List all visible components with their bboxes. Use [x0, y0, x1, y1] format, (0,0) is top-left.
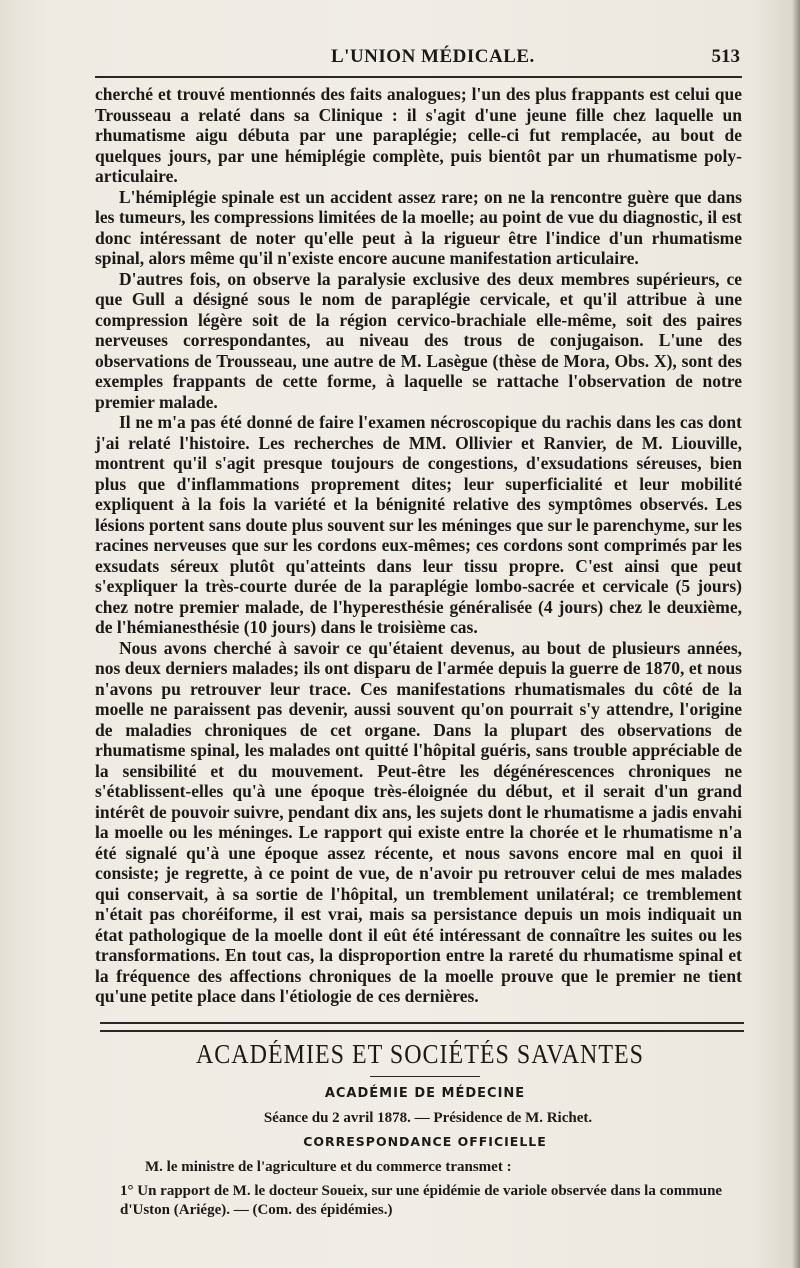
report-item-1: 1° Un rapport de M. le docteur Soueix, sur une épidémie de variole observée dans la commune d'Uston (Ariége). — (Com. des épidémies.): [120, 1183, 723, 1218]
academy-heading-text: ACADÉMIE DE MÉDECINE: [324, 1086, 526, 1101]
correspondance-heading-text: CORRESPONDANCE OFFICIELLE: [303, 1134, 547, 1149]
section-double-rule: [100, 1022, 744, 1032]
page-number: 513: [711, 46, 740, 67]
correspondance-heading: [0, 1134, 800, 1149]
session-line-text: Séance du 2 avril 1878. — Présidence de M. Richet.: [263, 1110, 593, 1126]
page-header: [96, 46, 744, 74]
section-small-rule: [370, 1076, 480, 1077]
paragraph-2: L'hémiplégie spinale est un accident assez rare; on ne la rencontre guère que dans les tumeurs, les compressions limitées de la moelle; au point de vue du diagnostic, il est donc intéressant de noter qu'elle peut à la rigueur être l'indice d'un rhumatisme spinal, alors même qu'il n'existe encore aucune manifestation articulaire.: [95, 186, 742, 268]
paragraph-4: Il ne m'a pas été donné de faire l'examen nécroscopique du rachis dans les cas dont j'ai relaté l'histoire. Les recherches de MM. Ollivier et Ranvier, de M. Liouville, montrent qu'il s'agit presque toujours de congestions, d'exsudations séreuses, bien plus que d'inflammations proprement dites; leur superficialité et leur mobilité expliquent à la fois la variété et la bénignité relative des symptômes observés. Les lésions portent sans doute plus souvent sur les méninges que sur le parenchyme, sur les racines nerveuses que sur les cordons eux-mêmes; ces cordons sont comprimés par les exsudats séreux plutôt qu'atteints dans leur tissu propre. C'est ainsi que peut s'expliquer la très-courte durée de la paraplégie lombo-sacrée et cervicale (5 jours) chez notre premier malade, de l'hyperesthésie généralisée (4 jours) chez le deuxième, de l'hémianesthésie (10 jours) dans le troisième cas.: [95, 412, 742, 637]
section-title-text: ACADÉMIES ET SOCIÉTÉS SAVANTES: [195, 1040, 645, 1070]
running-title: L'UNION MÉDICALE.: [331, 46, 535, 67]
article-body: [95, 84, 742, 1007]
paragraph-5: Nous avons cherché à savoir ce qu'étaient devenus, au bout de plusieurs années, nos deux derniers malades; ils ont disparu de l'armée depuis la guerre de 1870, et nous n'avons pu retrouver leur trace. Ces manifestations rhumatismales du côté de la moelle ne paraissent pas devenir, aussi souvent qu'on pourrait s'y attendre, l'origine de maladies chroniques de cet organe. Dans la plupart des observations de rhumatisme spinal, les malades ont quitté l'hôpital guéris, sans trouble appréciable de la sensibilité et du mouvement. Peut-être les dégénérescences chroniques ne s'établissent-elles qu'à une époque très-éloignée du début, et il serait d'un grand intérêt de pouvoir suivre, pendant dix ans, les sujets dont le rhumatisme a jadis envahi la moelle ou les méninges. Le rapport qui existe entre la chorée et le rhumatisme n'a été signalé qu'à une époque assez récente, et nous savons encore mal en quoi il consiste; je regrette, à ce point de vue, de n'avoir pu retrouver celui de mes malades qui conservait, à sa sortie de l'hôpital, un tremblement unilatéral; ce tremblement n'était pas choréiforme, il est vrai, mais sa persistance depuis un mois indiquait un état pathologique de la moelle dont il eût été intéressant de connaître les suites ou les transformations. En tout cas, la disproportion entre la rareté du rhumatisme spinal et la fréquence des affections chroniques de la moelle prouve que le premier ne tient qu'une petite place dans l'étiologie de ces dernières.: [95, 637, 742, 1006]
page-edge-shadow: [792, 0, 800, 1268]
header-rule: [95, 76, 742, 78]
paragraph-3: D'autres fois, on observe la paralysie exclusive des deux membres supérieurs, ce que Gull a désigné sous le nom de paraplégie cervicale, et qu'il attribue à une compression légère soit de la région cervico-brachiale elle-même, soit des paires nerveuses correspondantes, au niveau des trous de conjugaison. L'une des observations de Trousseau, une autre de M. Lasègue (thèse de Mora, Obs. X), sont des exemples frappants de cette forme, à laquelle se rattache l'observation de notre premier malade.: [95, 268, 742, 412]
paragraph-1: cherché et trouvé mentionnés des faits analogues; l'un des plus frappants est celui que Trousseau a relaté dans sa Clinique : il s'agit d'une jeune fille chez laquelle un rhumatisme aigu débuta par une paraplégie; celle-ci fut remplacée, au bout de quelques jours, par une hémiplégie complète, puis bientôt par un rhumatisme poly-articulaire.: [95, 84, 742, 186]
academy-heading: [0, 1086, 800, 1101]
section-title: [0, 1040, 800, 1071]
minister-line: M. le ministre de l'agriculture et du commerce transmet :: [145, 1159, 512, 1175]
session-line: [0, 1110, 800, 1127]
